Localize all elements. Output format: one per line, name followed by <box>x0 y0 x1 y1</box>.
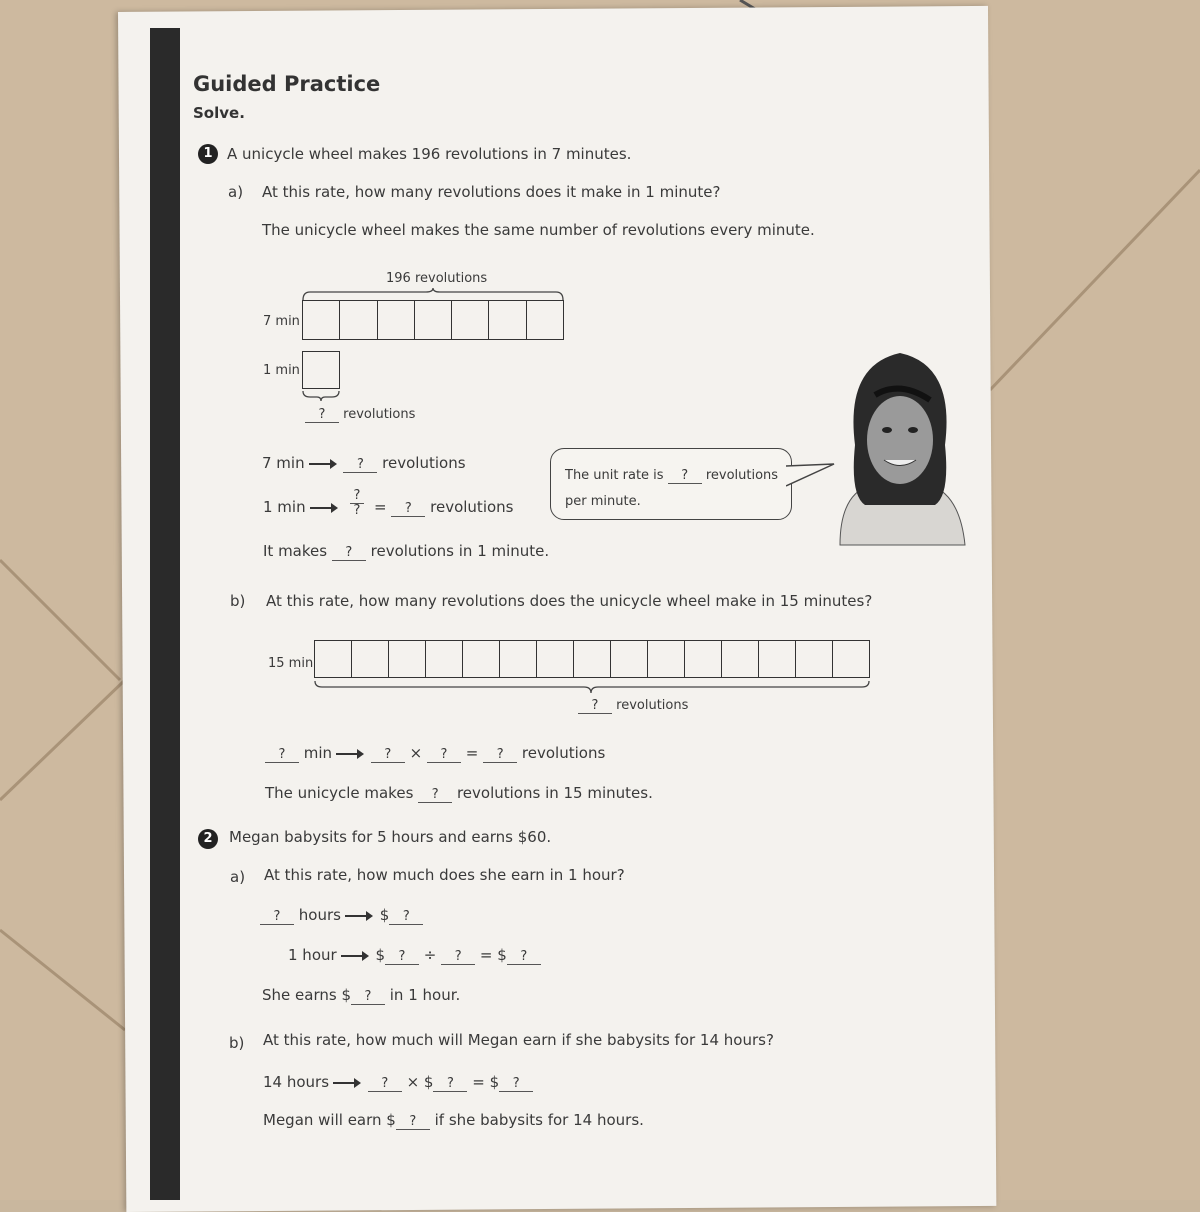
q1b-question: At this rate, how many revolutions does the unicycle wheel make in 15 minutes? <box>266 592 873 610</box>
q1b-eq-blank-3[interactable]: ? <box>427 748 461 763</box>
q2a-l1-blank[interactable]: ? <box>260 910 294 925</box>
line2-unit: revolutions <box>430 498 514 516</box>
q1b-eq-unit: revolutions <box>521 744 606 762</box>
bottom-brace <box>314 680 871 694</box>
q2a-l2-blank-2[interactable]: ? <box>441 950 475 965</box>
bar-segment <box>796 641 833 677</box>
bar-segment <box>389 641 426 677</box>
bubble-post: revolutions <box>705 468 779 483</box>
line2-blank[interactable]: ? <box>391 502 425 517</box>
q2a-question: At this rate, how much does she earn in 1 hour? <box>264 866 625 884</box>
arrow-icon <box>310 507 336 509</box>
page-title: Guided Practice <box>193 72 381 96</box>
q2b-answer-pre: Megan will earn $ <box>263 1111 396 1129</box>
q2b-l1-blank-2[interactable]: ? <box>433 1077 467 1092</box>
bar-segment <box>415 301 452 339</box>
speech-bubble <box>550 448 792 520</box>
bar-model-1min <box>302 351 340 389</box>
student-portrait-image <box>800 345 1000 550</box>
bar-15min-unit: revolutions <box>616 698 689 713</box>
bar-1min-unit: revolutions <box>343 407 416 422</box>
bar-top-label: 196 revolutions <box>386 271 488 286</box>
q1a-hint: The unicycle wheel makes the same number of revolutions every minute. <box>262 221 815 239</box>
q2b-answer-blank[interactable]: ? <box>396 1115 430 1130</box>
bar-segment <box>489 301 526 339</box>
bar-model-15min <box>314 640 870 678</box>
bubble-pre: The unit rate is <box>565 468 664 483</box>
q2a-answer-post: in 1 hour. <box>389 986 461 1004</box>
bar-15min-blank[interactable]: ? <box>578 699 612 714</box>
q2a-l2-dollar: $ <box>375 946 385 964</box>
fraction-denominator[interactable]: ? <box>353 503 361 518</box>
bar-segment <box>352 641 389 677</box>
small-brace <box>302 390 340 402</box>
q2a-l2-blank-3[interactable]: ? <box>507 950 541 965</box>
bar-1min-label: 1 min <box>263 363 300 378</box>
bar-segment <box>722 641 759 677</box>
q1a-label: a) <box>228 183 244 201</box>
q2b-label: b) <box>229 1034 245 1052</box>
q2b-answer-post: if she babysits for 14 hours. <box>434 1111 644 1129</box>
q2a-l1-unit: hours <box>298 906 341 924</box>
q1b-eq-blank-4[interactable]: ? <box>483 748 517 763</box>
line2-equals: = <box>374 498 387 516</box>
q1b-label: b) <box>230 592 246 610</box>
bar-segment <box>611 641 648 677</box>
bar-segment <box>426 641 463 677</box>
arrow-icon <box>345 915 371 917</box>
q1b-times: × <box>409 744 423 762</box>
bubble-line2: per minute. <box>565 494 641 509</box>
bar-segment <box>833 641 869 677</box>
bar-segment <box>303 352 339 388</box>
line1-blank[interactable]: ? <box>343 458 377 473</box>
line1-left: 7 min <box>262 454 305 472</box>
q1b-eq-min: min <box>303 744 333 762</box>
bar-segment <box>527 301 563 339</box>
bar-segment <box>500 641 537 677</box>
top-brace <box>302 287 564 301</box>
q1-stem: A unicycle wheel makes 196 revolutions in 7 minutes. <box>227 145 632 163</box>
arrow-icon <box>341 955 367 957</box>
q1a-answer-blank[interactable]: ? <box>332 546 366 561</box>
bar-segment <box>574 641 611 677</box>
arrow-icon <box>336 753 362 755</box>
q2b-l1-times: × $ <box>406 1073 434 1091</box>
q1a-answer-post: revolutions in 1 minute. <box>370 542 550 560</box>
q1a-question: At this rate, how many revolutions does it make in 1 minute? <box>262 183 721 201</box>
q2b-question: At this rate, how much will Megan earn if she babysits for 14 hours? <box>263 1031 774 1049</box>
q2a-answer-pre: She earns $ <box>262 986 351 1004</box>
line2-left: 1 min <box>263 498 306 516</box>
q2a-l1-blank-2[interactable]: ? <box>389 910 423 925</box>
q2a-l1-dollar: $ <box>379 906 390 924</box>
arrow-icon <box>333 1082 359 1084</box>
question-number-2: 2 <box>198 829 218 849</box>
bar-segment <box>303 301 340 339</box>
q2a-answer-blank[interactable]: ? <box>351 990 385 1005</box>
bar-model-7min <box>302 300 564 340</box>
q2-stem: Megan babysits for 5 hours and earns $60. <box>229 828 552 846</box>
q2b-l1-blank-1[interactable]: ? <box>368 1077 402 1092</box>
bar-segment <box>463 641 500 677</box>
bar-segment <box>378 301 415 339</box>
bar-7min-label: 7 min <box>263 314 300 329</box>
bar-segment <box>648 641 685 677</box>
bar-segment <box>537 641 574 677</box>
q1b-answer-post: revolutions in 15 minutes. <box>456 784 653 802</box>
bar-1min-blank[interactable]: ? <box>305 408 339 423</box>
q1b-eq-blank-1[interactable]: ? <box>265 748 299 763</box>
question-number-1: 1 <box>198 144 218 164</box>
binder-spine <box>150 28 180 1200</box>
q2a-label: a) <box>230 868 246 886</box>
bar-segment <box>315 641 352 677</box>
fraction-numerator[interactable]: ? <box>350 489 364 504</box>
bar-segment <box>452 301 489 339</box>
bar-15min-label: 15 min <box>268 656 314 671</box>
q2a-divide: ÷ <box>423 946 437 964</box>
bar-segment <box>685 641 722 677</box>
bar-segment <box>759 641 796 677</box>
q1b-answer-blank[interactable]: ? <box>418 788 452 803</box>
q2a-l2-blank-1[interactable]: ? <box>385 950 419 965</box>
bar-segment <box>340 301 377 339</box>
q2a-l2-left: 1 hour <box>288 946 337 964</box>
q1b-equals: = <box>465 744 479 762</box>
bubble-blank[interactable]: ? <box>668 469 702 484</box>
arrow-icon <box>309 463 335 465</box>
q2b-l1-blank-3[interactable]: ? <box>499 1077 533 1092</box>
q1a-answer-pre: It makes <box>263 542 328 560</box>
q2b-l1-eq: = $ <box>472 1073 500 1091</box>
q1b-answer-pre: The unicycle makes <box>265 784 414 802</box>
line1-unit: revolutions <box>382 454 466 472</box>
instruction: Solve. <box>193 104 245 122</box>
q2a-l2-eq: = $ <box>479 946 507 964</box>
q1b-eq-blank-2[interactable]: ? <box>371 748 405 763</box>
q2b-l1-left: 14 hours <box>263 1073 330 1091</box>
